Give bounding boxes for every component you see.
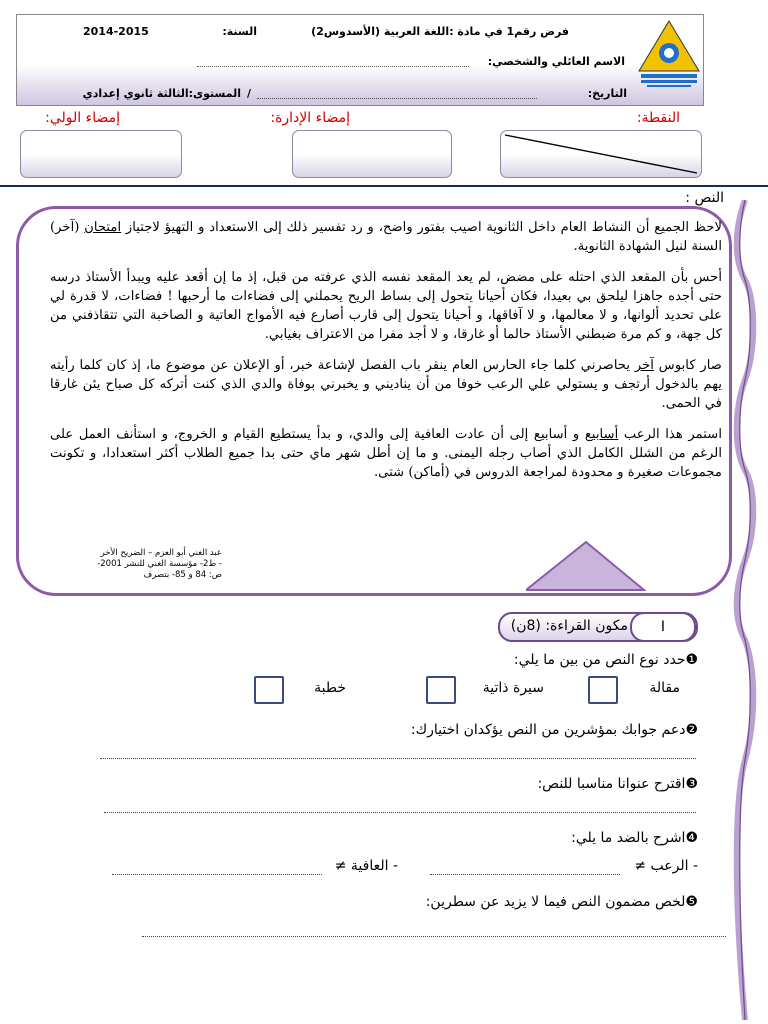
option-checkbox[interactable] [426,676,456,704]
grade-box-diagonal [501,131,701,177]
source-line: - ط2- مؤسسة الغني للنشر 2001- [97,559,222,569]
passage-paragraph-4: استمر هذا الرعب أسابيع و أسابيع إلى أن عادت العافية إلى والدي، و بدأ يستطيع القيام و الخروج، و استأنف العمل على الرغم من الشلل الكامل الذي أصاب رجله اليمنى. و ما إن أطل شهر ماي حتى بدا جميع الطلاب أكثر استعدادا، و تكونت مجموعات صغيرة و محدودة لمراجعة الدروس في (أماكن) شتى. [50,427,722,480]
underlined-word: آخر [634,358,654,373]
exam-header [16,14,704,106]
question-2: ❷دعم جوابك بمؤشرين من النص يؤكدان اختيارك: [410,722,698,738]
option-checkbox[interactable] [588,676,618,704]
answer-line[interactable] [104,812,696,813]
antonym-item: - العافية ≠ [334,858,398,874]
name-label: الاسم العائلي والشخصي: [487,55,625,68]
answer-line[interactable] [112,874,322,875]
administration-signature-label: إمضاء الإدارة: [270,110,350,126]
guardian-signature-box[interactable] [20,130,182,178]
exam-title: فرض رقم1 في مادة :اللغة العربية (الأسدوس2) [311,25,569,38]
passage-body [50,218,722,494]
underlined-word: امتحان [84,220,122,235]
date-separator: / [246,87,252,100]
option-label: مقالة [649,680,680,696]
question-5: ❺لخص مضمون النص فيما لا يزيد عن سطرين: [425,894,698,910]
text-title: النص : [685,190,724,206]
question-4: ❹اشرح بالضد ما يلي: [571,830,698,846]
passage-source [62,548,222,581]
passage-paragraph-2: أحس بأن المقعد الذي احتله على مضض، لم يعد المقعد نفسه الذي عرفته من قبل، إذ ما إن أقعد عليه ويبدأ الأستاذ درسه حتى أجده جاهزا ليلحق بي بعيدا، فكان أحيانا يتحول إلى بساط الريح يحملني إلى فضاءات ما أرحبها ! فضاءات، لا قدرة لي على تحديد ألوانها، و لا معالمها، و لا آفاقها، و أحيانا يتحول إلى قارب أصارع فيه الأمواج العاتية و الصاخبة التي تتقاذفني من كل جهة، و كم مرة ضبطني الأستاذ حالما أو غارقا، و لا أجد مفرا من الاعتراف بغيابي. [50,270,722,342]
decorative-ribbon-icon [730,200,760,1020]
option-label: سيرة ذاتية [482,680,544,696]
source-line: ص: 84 و 85- بتصرف [143,570,222,580]
passage-paragraph-3: صار كابوس آخر يحاصرني كلما جاء الحارس العام ينقر باب الفصل لإشاعة خبر، أو الإعلان عن موضوع ما، إذ كان كلما رأيته يهم بالدخول أرتجف و يستولي علي الرعب خوفا من أن يناديني و يخبرني بوفاة والدي الذي كنت أتركه كل صباح يئن غارقا في الحمى. [50,358,722,411]
answer-line[interactable] [100,758,696,759]
level-label: المستوى:الثالثة ثانوي إعدادي [82,87,241,100]
name-field[interactable] [197,57,469,67]
source-line: عبد الغني أبو العزم – الضريح الأخر [100,548,222,558]
administration-signature-box[interactable] [292,130,452,178]
year-value: 2014-2015 [83,25,149,38]
question-3: ❸اقترح عنوانا مناسبا للنص: [537,776,698,792]
school-logo-icon [637,19,701,89]
guardian-signature-label: إمضاء الولي: [45,110,120,126]
grade-box[interactable] [500,130,702,178]
header-divider [0,185,768,187]
passage-paragraph-1: لاحظ الجميع أن النشاط العام داخل الثانوية اصيب بفتور واضح، و رد تفسير ذلك إلى الاستعداد و التهيؤ لاجتياز امتحان (آخر) السنة لنيل الشهادة الثانوية. [50,220,723,254]
section-title: مكون القراءة: (8ن) [510,618,628,634]
answer-line[interactable] [430,874,620,875]
grade-label: النقطة: [636,110,680,126]
panel-pointer [526,540,646,592]
date-label: التاريخ: [587,87,627,100]
year-label: السنة: [222,25,257,38]
date-field[interactable] [257,89,537,99]
section-number: I [630,612,696,642]
option-label: خطبة [314,680,346,696]
antonym-item: - الرعب ≠ [634,858,698,874]
option-checkbox[interactable] [254,676,284,704]
answer-line[interactable] [142,936,726,937]
underlined-word: أسابيع [584,427,619,442]
question-1: ❶حدد نوع النص من بين ما يلي: [513,652,698,668]
